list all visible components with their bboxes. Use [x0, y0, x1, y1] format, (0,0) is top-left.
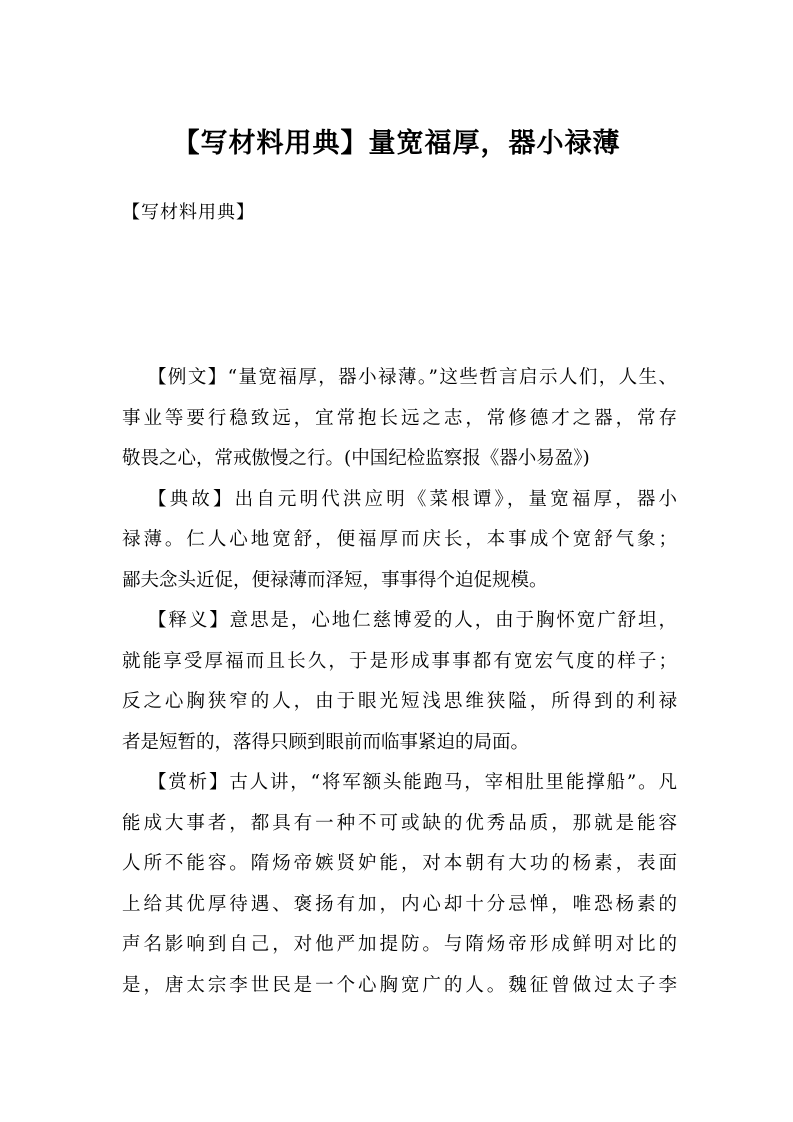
body-line: 能成大事者，都具有一种不可或缺的优秀品质，那就是能容: [122, 812, 677, 834]
body-line: 鄙夫念头近促，便禄薄而泽短，事事得个迫促规模。: [122, 569, 548, 591]
body-line: 禄薄。仁人心地宽舒，便福厚而庆长，本事成个宽舒气象；: [122, 529, 677, 550]
category-tag: 【写材料用典】: [122, 202, 255, 223]
body-line: 人所不能容。隋炀帝嫉贤妒能，对本朝有大功的杨素，表面: [122, 853, 677, 874]
body-line: 是，唐太宗李世民是一个心胸宽广的人。魏征曾做过太子李: [122, 974, 677, 996]
body-line: 【典故】出自元明代洪应明《菜根谭》，量宽福厚，器小: [148, 488, 677, 510]
document-title: 【写材料用典】量宽福厚，器小禄薄: [172, 128, 621, 159]
body-line: 声名影响到自己，对他严加提防。与隋炀帝形成鲜明对比的: [122, 934, 677, 955]
body-line: 敬畏之心，常戒傲慢之行。(中国纪检监察报《器小易盈》): [122, 448, 590, 469]
body-line: 【例文】“量宽福厚，器小禄薄。”这些哲言启示人们，人生、: [148, 367, 677, 388]
document-body: [122, 358, 677, 1006]
body-line: 事业等要行稳致远，宜常抱长远之志，常修德才之器，常存: [122, 407, 677, 429]
body-line: 者是短暂的，落得只顾到眼前而临事紧迫的局面。: [122, 731, 530, 753]
body-line: 【赏析】古人讲，“将军额头能跑马，宰相肚里能撑船”。凡: [148, 772, 677, 793]
body-line: 就能享受厚福而且长久，于是形成事事都有宽宏气度的样子；: [122, 650, 677, 672]
body-line: 反之心胸狭窄的人，由于眼光短浅思维狭隘，所得到的利禄: [122, 691, 677, 712]
body-line: 上给其优厚待遇、褒扬有加，内心却十分忌惮，唯恐杨素的: [122, 893, 677, 915]
body-line: 【释义】意思是，心地仁慈博爱的人，由于胸怀宽广舒坦，: [148, 610, 677, 631]
